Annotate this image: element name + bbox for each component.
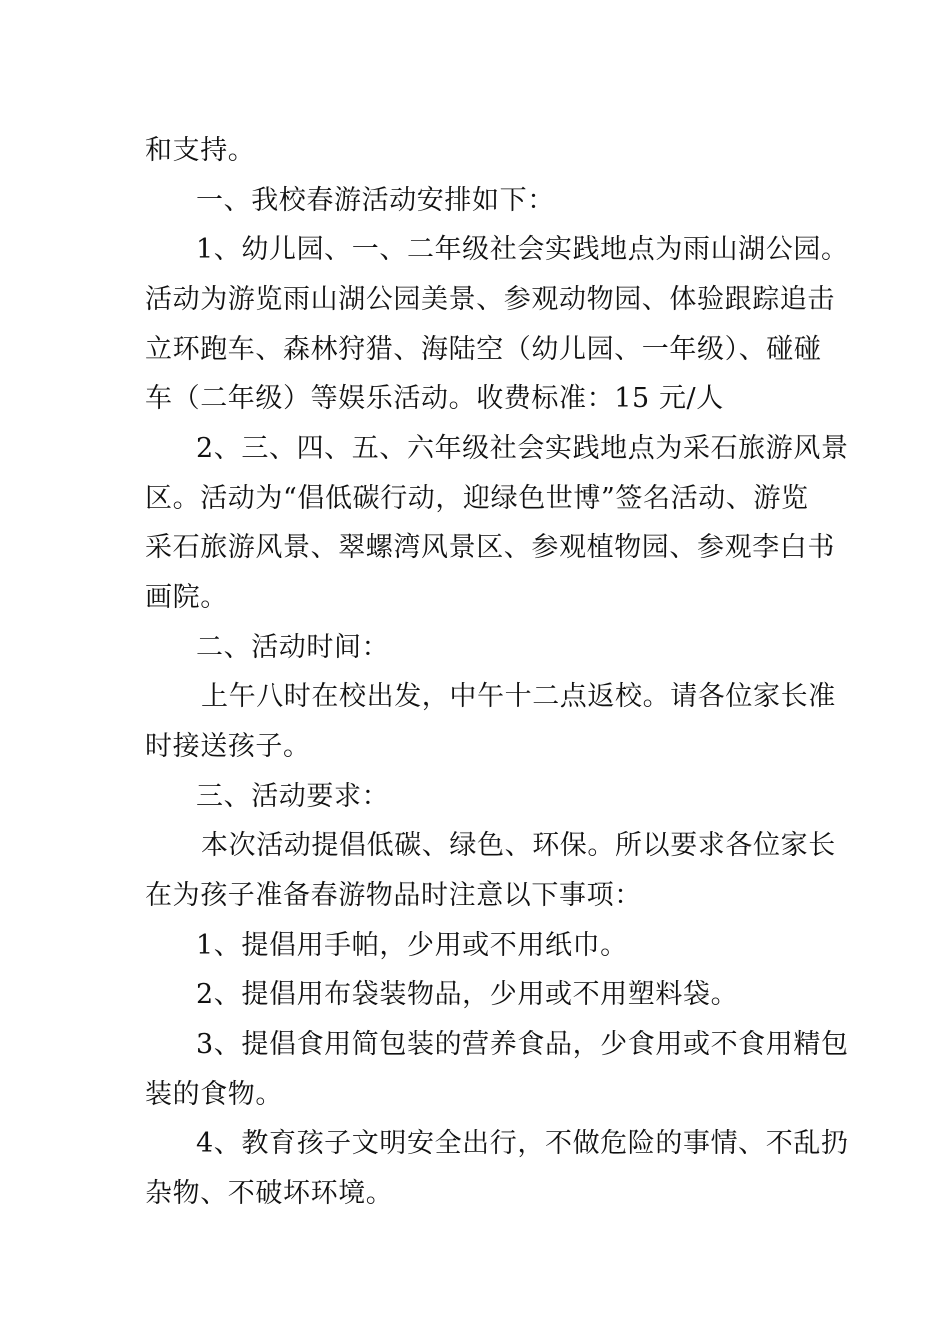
text-line: 本次活动提倡低碳、绿色、环保。所以要求各位家长 bbox=[201, 830, 836, 861]
text-line: 活动为游览雨山湖公园美景、参观动物园、体验跟踪追击 bbox=[145, 284, 835, 315]
text-line: 2、三、四、五、六年级社会实践地点为采石旅游风景 bbox=[196, 433, 849, 464]
text-line: 车（二年级）等娱乐活动。收费标准：15 元/人 bbox=[145, 383, 724, 414]
list-item: 1、提倡用手帕，少用或不用纸巾。 bbox=[196, 930, 628, 961]
text-line: 杂物、不破坏环境。 bbox=[145, 1178, 394, 1209]
list-item: 2、提倡用布袋装物品，少用或不用塑料袋。 bbox=[196, 979, 739, 1010]
list-item: 3、提倡食用简包装的营养食品，少食用或不食用精包 bbox=[196, 1029, 849, 1060]
text-line: 采石旅游风景、翠螺湾风景区、参观植物园、参观李白书 bbox=[145, 532, 835, 563]
text-line: 立环跑车、森林狩猎、海陆空（幼儿园、一年级）、碰碰 bbox=[145, 334, 822, 365]
list-item: 4、教育孩子文明安全出行，不做危险的事情、不乱扔 bbox=[196, 1128, 849, 1159]
text-line: 和支持。 bbox=[145, 135, 256, 166]
text-line: 画院。 bbox=[145, 582, 228, 613]
section-heading: 三、活动要求： bbox=[196, 781, 390, 812]
section-heading: 一、我校春游活动安排如下： bbox=[196, 185, 555, 216]
text-line: 1、幼儿园、一、二年级社会实践地点为雨山湖公园。 bbox=[196, 234, 849, 265]
text-line: 在为孩子准备春游物品时注意以下事项： bbox=[145, 880, 642, 911]
text-line: 区。活动为“倡低碳行动，迎绿色世博”签名活动、游览 bbox=[145, 483, 809, 514]
text-line: 上午八时在校出发，中午十二点返校。请各位家长准 bbox=[201, 681, 836, 712]
section-heading: 二、活动时间： bbox=[196, 632, 390, 663]
text-line: 装的食物。 bbox=[145, 1079, 283, 1110]
text-line: 时接送孩子。 bbox=[145, 731, 311, 762]
